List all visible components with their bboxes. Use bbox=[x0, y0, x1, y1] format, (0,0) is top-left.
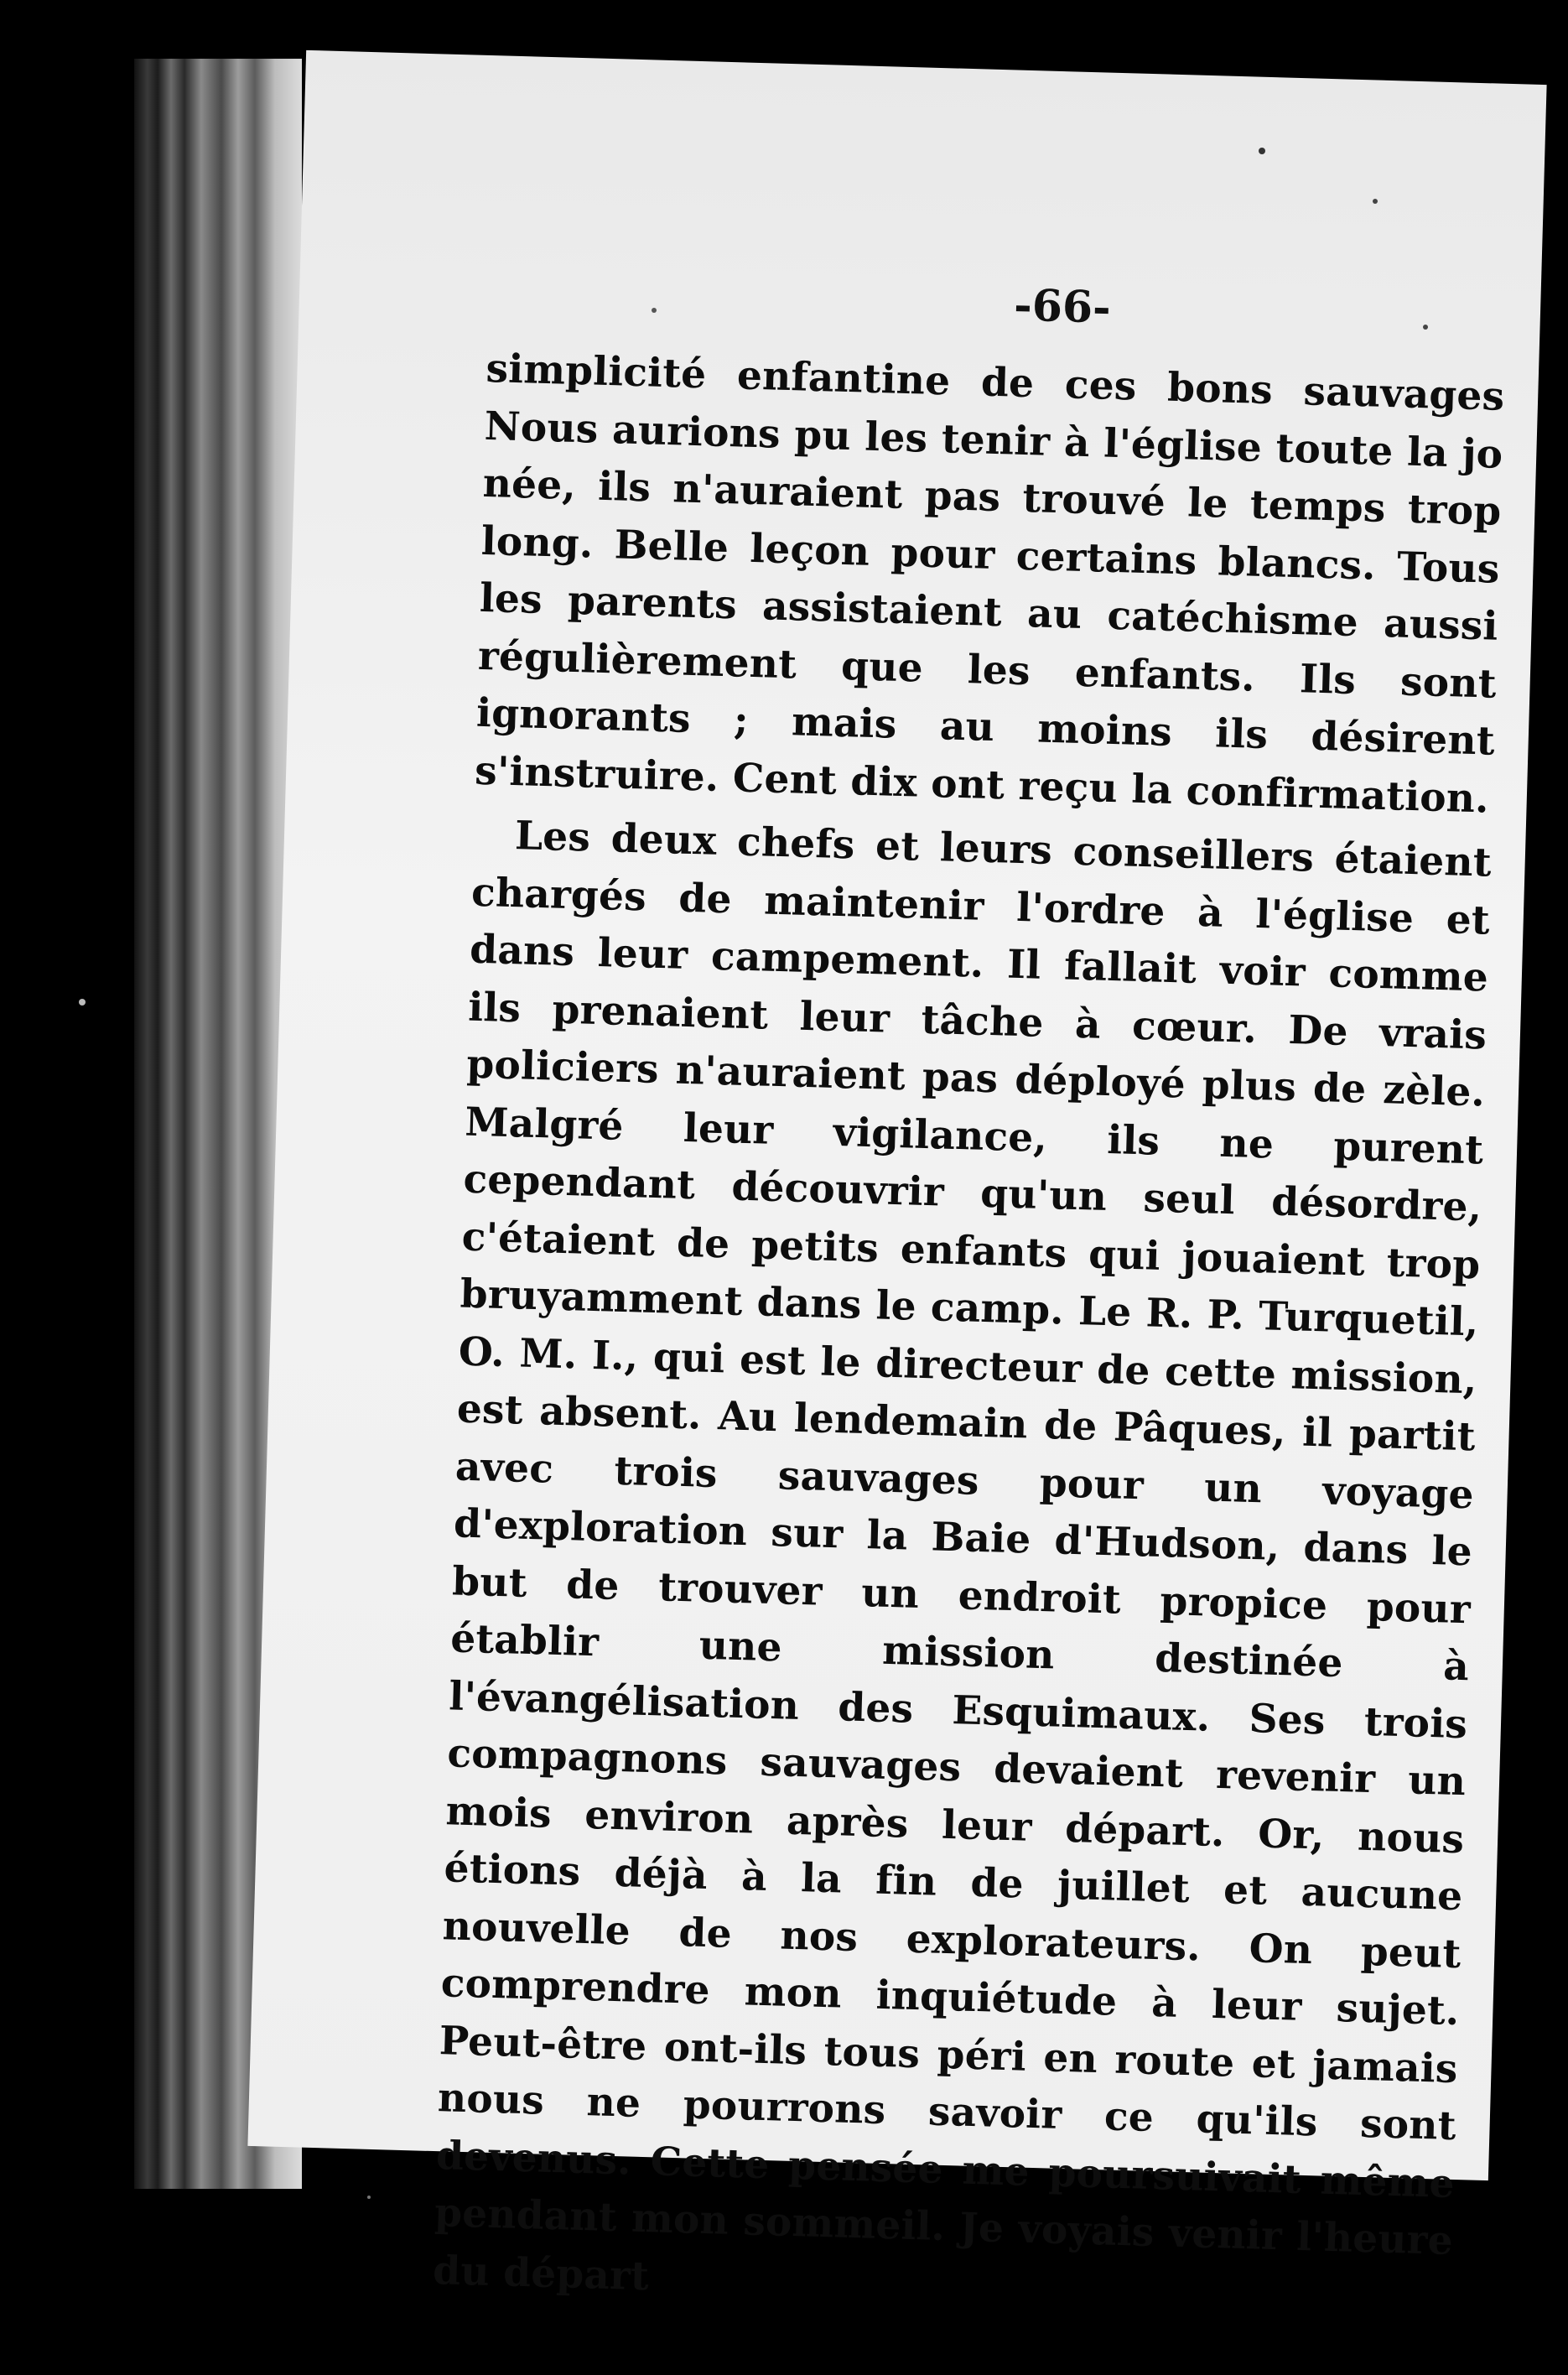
paragraph-2: Les deux chefs et leurs conseillers étaient chargés de maintenir l'ordre à l'église et dans leur campement. Il fallait voir comme ils prenaient leur tâche à cœur. De vrais policiers n'auraient pas déployé plus de zèle. Malgré leur vigilance, ils ne purent cependant découvrir qu'un seul désordre, c'étaient de petits enfants qui jouaient trop bruyamment dans le camp. Le R. P. Turquetil, O. M. I., qui est le directeur de cette mission, est absent. Au lendemain de Pâques, il partit avec trois sauvages pour un voyage d'exploration sur la Baie d'Hudson, dans le but de trouver un endroit propice pour établir une mission destinée à l'évangélisation des Esquimaux. Ses trois compagnons sauvages devaient revenir un mois environ après leur départ. Or, nous étions déjà à la fin de juillet et aucune nouvelle de nos explorateurs. On peut comprendre mon inquiétude à leur sujet. Peut-être ont-ils tous péri en route et jamais nous ne pourrons savoir ce qu'ils sont devenus. Cette pensée me poursuivait même pendant mon sommeil. Je voyais venir l'heure du départ bbox=[432, 813, 1493, 2300]
page-number: -66- bbox=[1013, 279, 1112, 334]
paragraph-1: simplicité enfantine de ces bons sauvages Nous aurions pu les tenir à l'église toute la jo née, ils n'auraient pas trouvé le temps trop long. Belle leçon pour certains blancs. Tous les parents assistaient au catéchisme aussi régulièrement que les enfants. Ils sont ignorants ; mais au moins ils désirent s'instruire. Cent dix ont reçu la confirmation. bbox=[474, 345, 1505, 823]
body-text bbox=[432, 340, 1505, 2328]
book-page bbox=[247, 50, 1546, 2300]
